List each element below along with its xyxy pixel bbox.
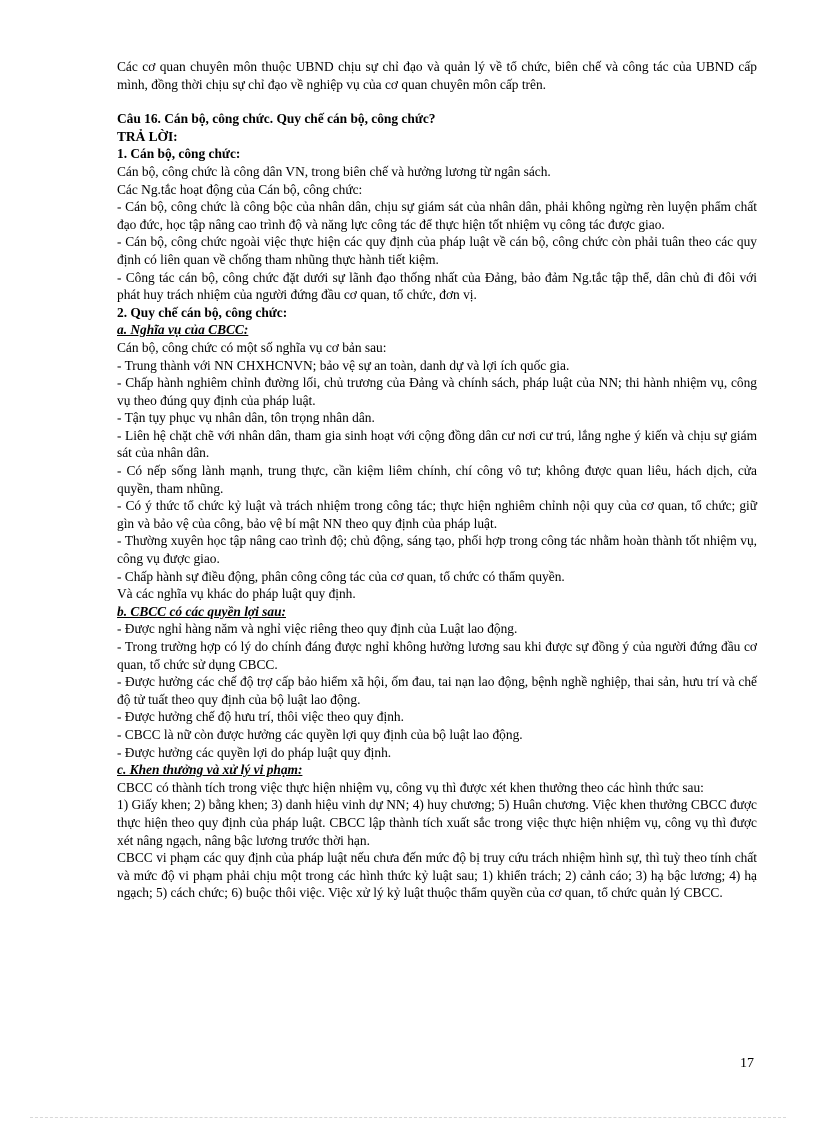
reward-paragraph: 1) Giấy khen; 2) bằng khen; 3) danh hiệu vinh dự NN; 4) huy chương; 5) Huân chương. Việc khen thưởng CBCC được thực hiện theo quy định của pháp luật. CBCC lập thành tích xuất sắc trong việc thực hiện nhiệm vụ, công vụ thì được xét nâng ngạch, nâng bậc lương trước thời hạn. bbox=[117, 797, 757, 848]
section1-paragraph: Cán bộ, công chức là công dân VN, trong biên chế và hưởng lương từ ngân sách. bbox=[117, 163, 551, 179]
duty-item: - Trung thành với NN CHXHCNVN; bảo vệ sự an toàn, danh dự và lợi ích quốc gia. bbox=[117, 357, 570, 373]
duty-item: Cán bộ, công chức có một số nghĩa vụ cơ bản sau: bbox=[117, 339, 387, 355]
subsection-c-heading: c. Khen thưởng và xử lý vi phạm: bbox=[117, 762, 303, 778]
subsection-a-heading: a. Nghĩa vụ của CBCC: bbox=[117, 322, 249, 338]
answer-label: TRẢ LỜI: bbox=[117, 128, 178, 144]
right-item: - Được hưởng các quyền lợi do pháp luật quy định. bbox=[117, 744, 392, 760]
duty-item: - Thường xuyên học tập nâng cao trình độ; chủ động, sáng tạo, phối hợp trong công tác nhằm hoàn thành tốt nhiệm vụ, công vụ được giao. bbox=[117, 533, 757, 567]
page-bottom-divider bbox=[30, 1117, 786, 1118]
document-page bbox=[117, 58, 757, 902]
question-title: Câu 16. Cán bộ, công chức. Quy chế cán bộ, công chức? bbox=[117, 111, 436, 127]
right-item: - Được hưởng các chế độ trợ cấp bảo hiểm xã hội, ốm đau, tai nạn lao động, bệnh nghề nghiệp, thai sản, hưu trí và chế độ tử tuất theo quy định của bộ luật lao động. bbox=[117, 674, 757, 707]
duty-item: - Có nếp sống lành mạnh, trung thực, cần kiệm liêm chính, chí công vô tư; không được quan liêu, hách dịch, cửa quyền, tham nhũng. bbox=[117, 463, 757, 496]
intro-paragraph: Các cơ quan chuyên môn thuộc UBND chịu sự chỉ đạo và quản lý về tổ chức, biên chế và công tác của UBND cấp mình, đồng thời chịu sự chỉ đạo về nghiệp vụ của cơ quan chuyên môn cấp trên. bbox=[117, 59, 757, 92]
right-item: - Được nghỉ hàng năm và nghỉ việc riêng theo quy định của Luật lao động. bbox=[117, 621, 518, 637]
discipline-paragraph: CBCC vi phạm các quy định của pháp luật nếu chưa đến mức độ bị truy cứu trách nhiệm hình sự, thì tuỳ theo tính chất và mức độ vi phạm phải chịu một trong các hình thức kỷ luật sau; 1) khiển trách; 2) cảnh cáo; 3) hạ bậc lương; 4) hạ ngạch; 5) cách chức; 6) buộc thôi việc. Việc xử lý kỷ luật thuộc thẩm quyền của cơ quan, tổ chức quản lý CBCC. bbox=[117, 850, 757, 901]
duty-item: Và các nghĩa vụ khác do pháp luật quy định. bbox=[117, 586, 356, 602]
duty-item: - Chấp hành nghiêm chỉnh đường lối, chủ trương của Đảng và chính sách, pháp luật của NN; thi hành nhiệm vụ, công vụ theo đúng quy định của pháp luật. bbox=[117, 375, 757, 408]
right-item: - Được hưởng chế độ hưu trí, thôi việc theo quy định. bbox=[117, 709, 404, 725]
section2-heading: 2. Quy chế cán bộ, công chức: bbox=[117, 304, 288, 320]
section1-paragraph: - Công tác cán bộ, công chức đặt dưới sự lãnh đạo thống nhất của Đảng, bảo đảm Ng.tắc tập thể, dân chủ đi đôi với phát huy trách nhiệm của người đứng đầu cơ quan, tổ chức, đơn vị. bbox=[117, 269, 757, 303]
reward-paragraph: CBCC có thành tích trong việc thực hiện nhiệm vụ, công vụ thì được xét khen thưởng theo các hình thức sau: bbox=[117, 779, 704, 795]
section1-paragraph: Các Ng.tắc hoạt động của Cán bộ, công chức: bbox=[117, 181, 363, 197]
section1-paragraph: - Cán bộ, công chức là công bộc của nhân dân, chịu sự giám sát của nhân dân, phải không ngừng rèn luyện phẩm chất đạo đức, học tập nâng cao trình độ và năng lực công tác để thực hiện tốt nhiệm vụ công tác được giao. bbox=[117, 199, 757, 232]
right-item: - Trong trường hợp có lý do chính đáng được nghỉ không hưởng lương sau khi được sự đồng ý của người đứng đầu cơ quan, tổ chức sử dụng CBCC. bbox=[117, 639, 757, 672]
duty-item: - Chấp hành sự điều động, phân công công tác của cơ quan, tổ chức có thẩm quyền. bbox=[117, 568, 565, 584]
section1-heading: 1. Cán bộ, công chức: bbox=[117, 146, 241, 162]
right-item: - CBCC là nữ còn được hưởng các quyền lợi quy định của bộ luật lao động. bbox=[117, 726, 523, 742]
spacer bbox=[117, 93, 757, 110]
duty-item: - Liên hệ chặt chẽ với nhân dân, tham gia sinh hoạt với cộng đồng dân cư nơi cư trú, lắng nghe ý kiến và chịu sự giám sát của nhân dân. bbox=[117, 427, 757, 461]
section1-paragraph: - Cán bộ, công chức ngoài việc thực hiện các quy định của pháp luật về cán bộ, công chức còn phải tuân theo các quy định có liên quan về chống tham nhũng thực hành tiết kiệm. bbox=[117, 234, 757, 267]
page-number: 17 bbox=[740, 1056, 754, 1071]
duty-item: - Có ý thức tổ chức kỷ luật và trách nhiệm trong công tác; thực hiện nghiêm chỉnh nội quy của cơ quan, tổ chức; giữ gìn và bảo vệ của công, bảo vệ bí mật NN theo quy định của pháp luật. bbox=[117, 498, 757, 531]
duty-item: - Tận tụy phục vụ nhân dân, tôn trọng nhân dân. bbox=[117, 410, 375, 426]
subsection-b-heading: b. CBCC có các quyền lợi sau: bbox=[117, 603, 286, 619]
